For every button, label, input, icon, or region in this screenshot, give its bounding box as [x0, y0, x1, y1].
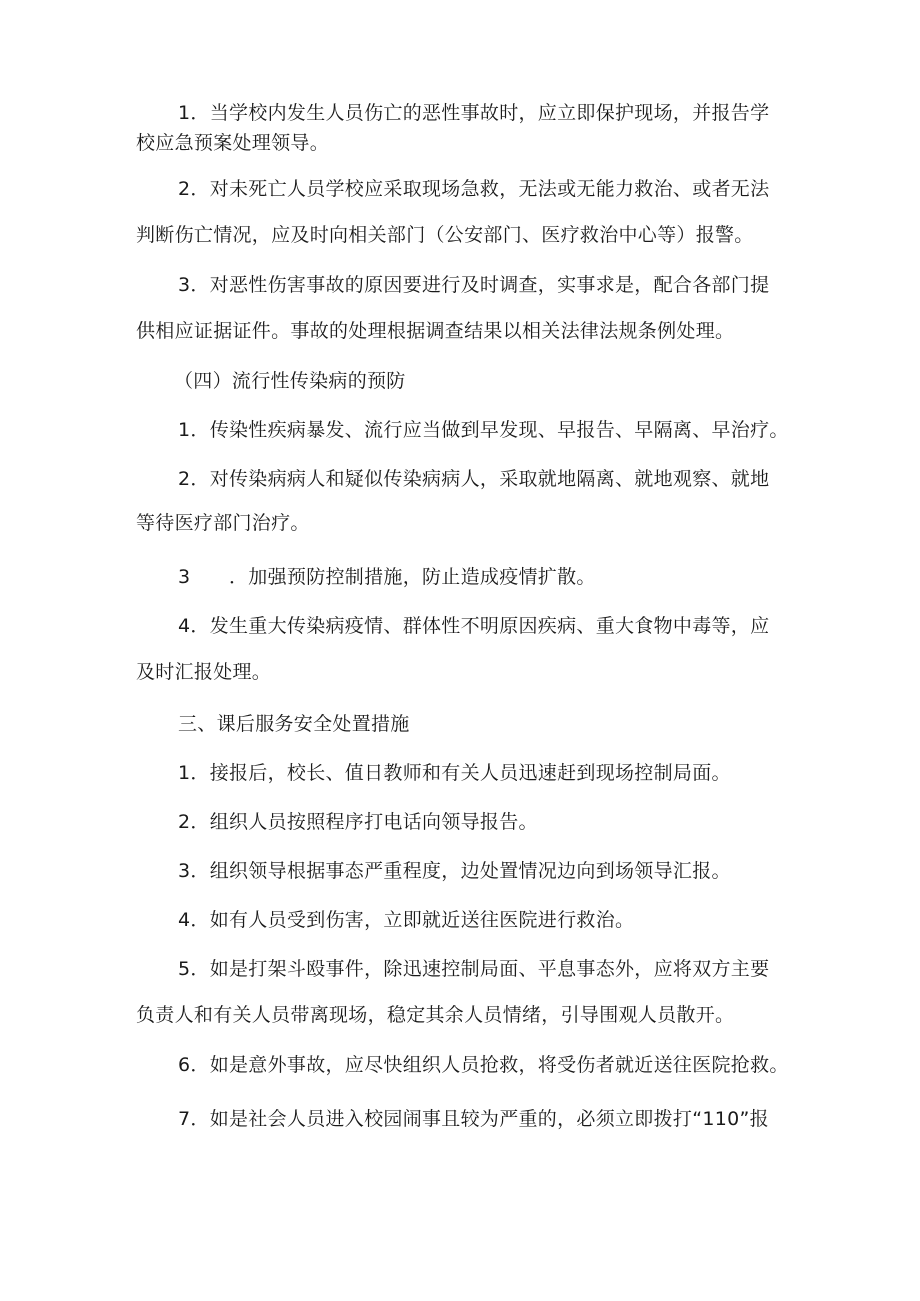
text-line: 判断伤亡情况，应及时向相关部门（公安部门、医疗救治中心等）报警。 [136, 224, 754, 246]
section-heading-after-school [136, 709, 796, 739]
paragraph-14 [136, 954, 796, 1030]
text-line: 4．发生重大传染病疫情、群体性不明原因疾病、重大食物中毒等，应 [178, 615, 770, 637]
paragraph-11 [136, 807, 796, 837]
paragraph-10 [136, 758, 796, 788]
paragraph-13 [136, 905, 796, 935]
text-line: 1．传染性疾病暴发、流行应当做到早发现、早报告、早隔离、早治疗。 [178, 419, 789, 441]
text-line: 1．当学校内发生人员伤亡的恶性事故时，应立即保护现场，并报告学 [178, 102, 770, 124]
text-line: 5．如是打架斗殴事件，除迅速控制局面、平息事态外，应将双方主要 [178, 958, 770, 980]
text-line: 负责人和有关人员带离现场，稳定其余人员情绪，引导围观人员散开。 [136, 1004, 735, 1026]
text-line: 校应急预案处理领导。 [136, 132, 330, 154]
paragraph-5 [136, 415, 796, 445]
text-line: 3．组织领导根据事态严重程度，边处置情况边向到场领导汇报。 [178, 860, 731, 882]
paragraph-12 [136, 856, 796, 886]
paragraph-1 [136, 98, 796, 158]
text-line: 2．对传染病病人和疑似传染病病人，采取就地隔离、就地观察、就地 [178, 468, 770, 490]
section-heading-epidemic [136, 366, 796, 396]
text-line: 1．接报后，校长、值日教师和有关人员迅速赶到现场控制局面。 [178, 762, 731, 784]
text-line: 3 ．加强预防控制措施，防止造成疫情扩散。 [178, 566, 596, 588]
text-line: 4．如有人员受到伤害，立即就近送往医院进行救治。 [178, 909, 635, 931]
text-line: 等待医疗部门治疗。 [136, 512, 310, 534]
paragraph-16 [136, 1104, 796, 1134]
heading-text: 三、课后服务安全处置措施 [178, 713, 410, 735]
heading-text: （四）流行性传染病的预防 [174, 370, 406, 392]
paragraph-7 [136, 562, 796, 592]
text-line: 6．如是意外事故，应尽快组织人员抢救，将受伤者就近送往医院抢救。 [178, 1054, 789, 1076]
text-line: 及时汇报处理。 [136, 661, 272, 683]
text-line: 7．如是社会人员进入校园闹事且较为严重的，必须立即拨打“110”报 [178, 1108, 769, 1130]
paragraph-2 [136, 174, 796, 250]
paragraph-15 [136, 1050, 796, 1080]
paragraph-8 [136, 611, 796, 687]
text-line: 2．组织人员按照程序打电话向领导报告。 [178, 811, 538, 833]
paragraph-3 [136, 270, 796, 346]
text-line: 2．对未死亡人员学校应采取现场急救，无法或无能力救治、或者无法 [178, 178, 770, 200]
paragraph-6 [136, 464, 796, 538]
text-line: 供相应证据证件。事故的处理根据调查结果以相关法律法规条例处理。 [136, 320, 735, 342]
text-line: 3．对恶性伤害事故的原因要进行及时调查，实事求是，配合各部门提 [178, 274, 770, 296]
